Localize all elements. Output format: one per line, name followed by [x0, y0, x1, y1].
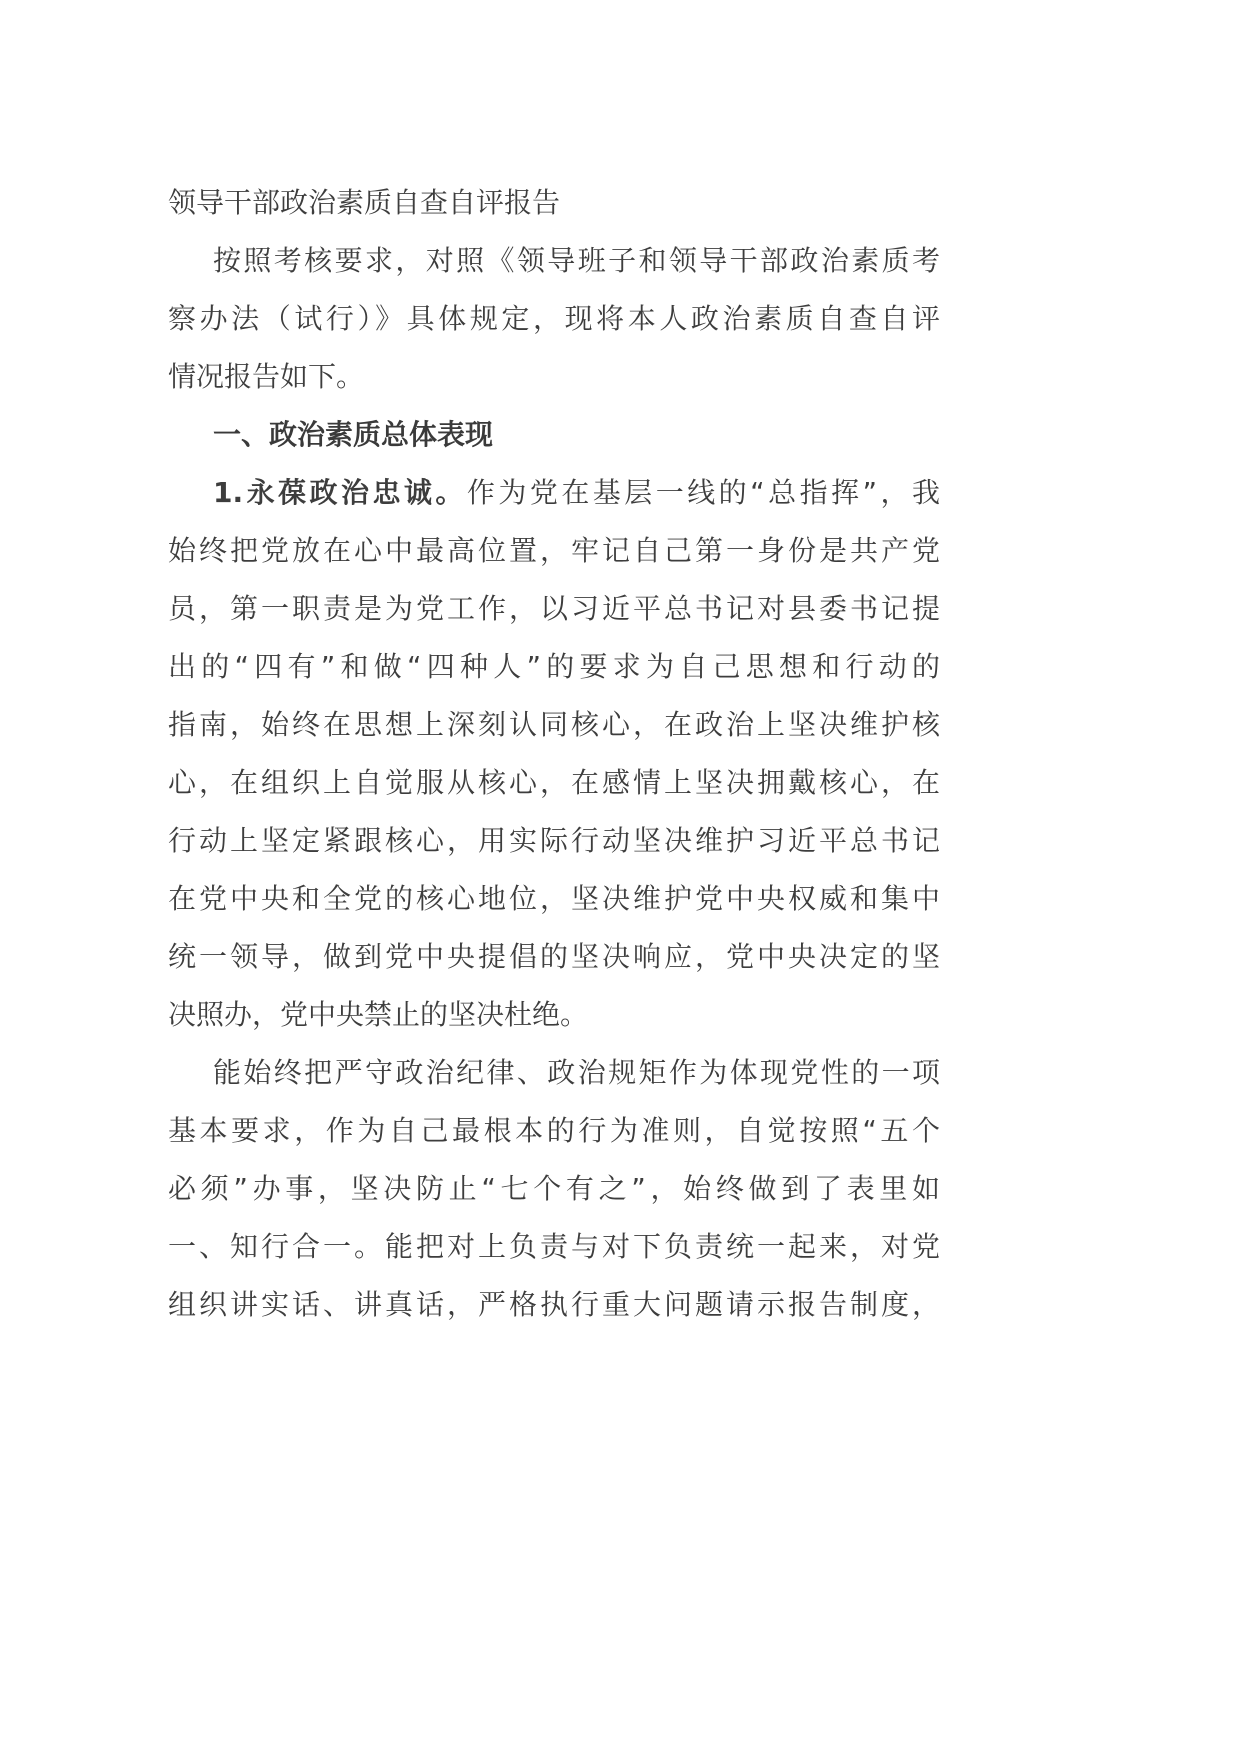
paragraph-line: 组织讲实话、讲真话，严格执行重大问题请示报告制度， — [168, 1288, 940, 1321]
paragraph-line: 心，在组织上自觉服从核心，在感情上坚决拥戴核心，在 — [168, 766, 940, 799]
section-heading: 一、政治素质总体表现 — [213, 418, 494, 451]
paragraph-line: 始终把党放在心中最高位置，牢记自己第一身份是共产党 — [168, 534, 940, 567]
paragraph-line: 行动上坚定紧跟核心，用实际行动坚决维护习近平总书记 — [168, 824, 940, 857]
paragraph-line: 统一领导，做到党中央提倡的坚决响应，党中央决定的坚 — [168, 940, 940, 973]
paragraph-line: 基本要求，作为自己最根本的行为准则，自觉按照“五个 — [168, 1114, 940, 1147]
document-title: 领导干部政治素质自查自评报告 — [168, 186, 561, 219]
paragraph-line: 在党中央和全党的核心地位，坚决维护党中央权威和集中 — [168, 882, 940, 915]
paragraph-line: 能始终把严守政治纪律、政治规矩作为体现党性的一项 — [213, 1056, 940, 1089]
paragraph-line: 决照办，党中央禁止的坚决杜绝。 — [168, 998, 589, 1031]
paragraph-line: 必须”办事，坚决防止“七个有之”，始终做到了表里如 — [168, 1172, 940, 1205]
item-1-first-line-text: 作为党在基层一线的“总指挥”，我 — [466, 476, 941, 509]
intro-line: 察办法（试行）》具体规定，现将本人政治素质自查自评 — [168, 302, 940, 335]
item-1-lead: 1.永葆政治忠诚。 — [213, 476, 467, 509]
intro-line: 情况报告如下。 — [168, 360, 365, 393]
paragraph-line: 出的“四有”和做“四种人”的要求为自己思想和行动的 — [168, 650, 940, 683]
paragraph-line: 一、知行合一。能把对上负责与对下负责统一起来，对党 — [168, 1230, 940, 1263]
paragraph-line: 员，第一职责是为党工作，以习近平总书记对县委书记提 — [168, 592, 940, 625]
intro-line: 按照考核要求，对照《领导班子和领导干部政治素质考 — [213, 244, 940, 277]
item-1-paragraph — [168, 473, 944, 1053]
paragraph-2 — [168, 1053, 944, 1343]
document-body — [168, 183, 944, 1343]
paragraph-line: 指南，始终在思想上深刻认同核心，在政治上坚决维护核 — [168, 708, 940, 741]
item-1-first-line — [168, 473, 940, 531]
intro-paragraph — [168, 241, 944, 415]
